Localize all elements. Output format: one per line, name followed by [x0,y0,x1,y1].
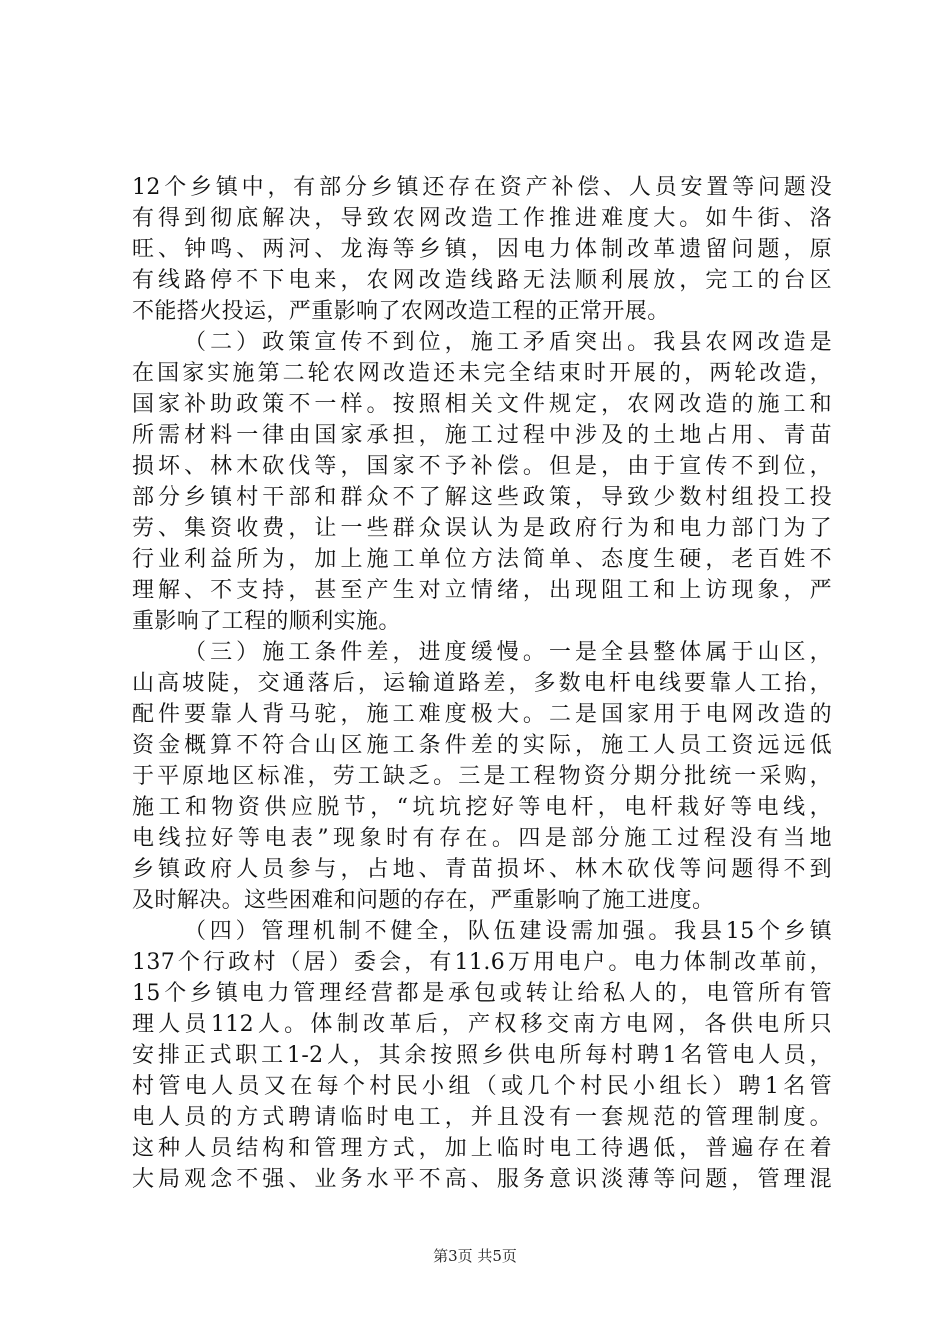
body-text [132,172,832,1195]
text-line: 12个乡镇中，有部分乡镇还存在资产补偿、人员安置等问题没 [132,175,832,200]
text-line: 施工和物资供应脱节，“坑坑挖好等电杆，电杆栽好等电线， [132,795,832,820]
text-line: 于平原地区标准，劳工缺乏。三是工程物资分期分批统一采购， [132,764,832,789]
text-line: 大局观念不强、业务水平不高、服务意识淡薄等问题，管理混 [132,1167,832,1192]
text-line: 国家补助政策不一样。按照相关文件规定，农网改造的施工和 [132,392,832,417]
text-line: 电线拉好等电表”现象时有存在。四是部分施工过程没有当地 [132,826,832,851]
text-line: 所需材料一律由国家承担，施工过程中涉及的土地占用、青苗 [132,423,832,448]
text-line: 山高坡陡，交通落后，运输道路差，多数电杆电线要靠人工抬， [132,671,832,696]
text-line: 损坏、林木砍伐等，国家不予补偿。但是，由于宣传不到位， [132,454,832,479]
text-line: 在国家实施第二轮农网改造还未完全结束时开展的，两轮改造， [132,361,832,386]
text-line: 行业利益所为，加上施工单位方法简单、态度生硬，老百姓不 [132,547,832,572]
text-line: 15个乡镇电力管理经营都是承包或转让给私人的，电管所有管 [132,981,832,1006]
text-line: 劳、集资收费，让一些群众误认为是政府行为和电力部门为了 [132,516,832,541]
text-line: 及时解决。这些困难和问题的存在，严重影响了施工进度。 [132,888,715,913]
text-line: 有线路停不下电来，农网改造线路无法顺利展放，完工的台区 [132,268,832,293]
text-line: 村管电人员又在每个村民小组（或几个村民小组长）聘1名管 [132,1074,832,1099]
text-line: 137个行政村（居）委会，有11.6万用电户。电力体制改革前， [132,950,832,975]
text-line: 理人员112人。体制改革后，产权移交南方电网，各供电所只 [132,1012,832,1037]
text-line: 有得到彻底解决，导致农网改造工作推进难度大。如牛街、洛 [132,206,832,231]
text-line: 乡镇政府人员参与，占地、青苗损坏、林木砍伐等问题得不到 [132,857,832,882]
text-line: 配件要靠人背马驼，施工难度极大。二是国家用于电网改造的 [132,702,832,727]
text-line: （二）政策宣传不到位，施工矛盾突出。我县农网改造是 [184,330,832,355]
text-line: 电人员的方式聘请临时电工，并且没有一套规范的管理制度。 [132,1105,832,1130]
text-line: 理解、不支持，甚至产生对立情绪，出现阻工和上访现象，严 [132,578,832,603]
text-line: 这种人员结构和管理方式，加上临时电工待遇低，普遍存在着 [132,1136,832,1161]
page-footer: 第3页 共5页 [433,1247,517,1265]
text-line: 安排正式职工1-2人，其余按照乡供电所每村聘1名管电人员， [132,1043,832,1068]
text-line: 重影响了工程的顺利实施。 [132,609,401,634]
text-line: （三）施工条件差，进度缓慢。一是全县整体属于山区， [184,640,832,665]
text-line: 资金概算不符合山区施工条件差的实际，施工人员工资远远低 [132,733,832,758]
text-line: 旺、钟鸣、两河、龙海等乡镇，因电力体制改革遗留问题，原 [132,237,832,262]
text-line: （四）管理机制不健全，队伍建设需加强。我县15个乡镇 [184,919,832,944]
text-line: 部分乡镇村干部和群众不了解这些政策，导致少数村组投工投 [132,485,832,510]
text-line: 不能搭火投运，严重影响了农网改造工程的正常开展。 [132,299,670,324]
